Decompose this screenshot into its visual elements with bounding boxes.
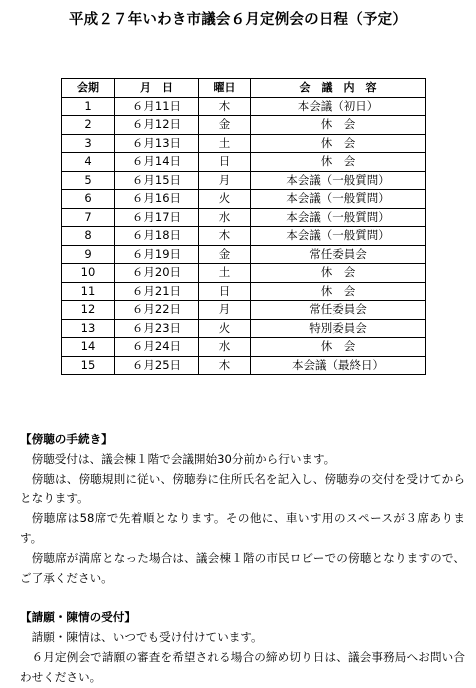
session-date: ６月13日 — [115, 134, 199, 153]
schedule-table — [61, 78, 426, 375]
session-date: ６月15日 — [115, 171, 199, 190]
table-row — [62, 356, 426, 375]
table-row — [62, 153, 426, 172]
session-weekday: 日 — [199, 282, 251, 301]
viewing-paragraph: 傍聴席が満席となった場合は、議会棟１階の市民ロビーでの傍聴となりますので、ご了承ください。 — [20, 550, 465, 585]
table-row — [62, 134, 426, 153]
session-date: ６月18日 — [115, 227, 199, 246]
session-number: 3 — [62, 134, 115, 153]
table-row — [62, 116, 426, 135]
session-date: ６月14日 — [115, 153, 199, 172]
session-content: 本会議（一般質問） — [251, 190, 426, 209]
table-row — [62, 208, 426, 227]
session-content: 常任委員会 — [251, 245, 426, 264]
session-content: 休 会 — [251, 134, 426, 153]
session-weekday: 木 — [199, 356, 251, 375]
session-date: ６月11日 — [115, 97, 199, 116]
session-number: 8 — [62, 227, 115, 246]
session-weekday: 木 — [199, 97, 251, 116]
session-number: 2 — [62, 116, 115, 135]
table-row — [62, 319, 426, 338]
session-number: 10 — [62, 264, 115, 283]
session-number: 13 — [62, 319, 115, 338]
session-content: 休 会 — [251, 264, 426, 283]
viewing-paragraph: 傍聴受付は、議会棟１階で会議開始30分前から行います。 — [31, 451, 336, 466]
session-content: 本会議（一般質問） — [251, 208, 426, 227]
petition-paragraph: 請願・陳情は、いつでも受け付けています。 — [31, 630, 263, 645]
session-weekday: 土 — [199, 134, 251, 153]
session-date: ６月20日 — [115, 264, 199, 283]
session-weekday: 水 — [199, 338, 251, 357]
session-number: 6 — [62, 190, 115, 209]
session-number: 9 — [62, 245, 115, 264]
session-date: ６月17日 — [115, 208, 199, 227]
table-row — [62, 338, 426, 357]
table-row — [62, 301, 426, 320]
session-number: 5 — [62, 171, 115, 190]
table-row — [62, 190, 426, 209]
session-weekday: 土 — [199, 264, 251, 283]
session-weekday: 木 — [199, 227, 251, 246]
session-weekday: 火 — [199, 190, 251, 209]
session-weekday: 月 — [199, 301, 251, 320]
session-number: 4 — [62, 153, 115, 172]
session-number: 15 — [62, 356, 115, 375]
session-content: 本会議（一般質問） — [251, 171, 426, 190]
session-weekday: 金 — [199, 116, 251, 135]
session-content: 休 会 — [251, 282, 426, 301]
session-date: ６月19日 — [115, 245, 199, 264]
session-weekday: 火 — [199, 319, 251, 338]
page-title: 平成２７年いわき市議会６月定例会の日程（予定） — [68, 12, 408, 28]
session-content: 休 会 — [251, 338, 426, 357]
table-row — [62, 97, 426, 116]
session-date: ６月12日 — [115, 116, 199, 135]
session-weekday: 日 — [199, 153, 251, 172]
heading-petitions: 【請願・陳情の受付】 — [20, 610, 136, 625]
table-row — [62, 282, 426, 301]
session-content: 本会議（最終日） — [251, 356, 426, 375]
session-date: ６月23日 — [115, 319, 199, 338]
session-weekday: 月 — [199, 171, 251, 190]
session-weekday: 金 — [199, 245, 251, 264]
session-number: 12 — [62, 301, 115, 320]
table-header-row — [62, 79, 426, 98]
session-content: 常任委員会 — [251, 301, 426, 320]
heading-viewing-procedure: 【傍聴の手続き】 — [20, 432, 113, 446]
table-row — [62, 245, 426, 264]
petition-paragraph: ６月定例会で請願の審査を希望される場合の締め切り日は、議会事務局へお問い合わせください。 — [20, 649, 465, 684]
header-content: 会 議 内 容 — [251, 79, 426, 98]
session-date: ６月16日 — [115, 190, 199, 209]
viewing-paragraph: 傍聴は、傍聴規則に従い、傍聴券に住所氏名を記入し、傍聴券の交付を受けてからとなります。 — [20, 471, 465, 506]
session-date: ６月24日 — [115, 338, 199, 357]
header-session: 会期 — [62, 79, 115, 98]
session-number: 14 — [62, 338, 115, 357]
session-date: ６月22日 — [115, 301, 199, 320]
notices — [20, 430, 465, 688]
viewing-paragraph: 傍聴席は58席で先着順となります。その他に、車いす用のスペースが３席あります。 — [20, 511, 465, 545]
session-weekday: 水 — [199, 208, 251, 227]
session-number: 1 — [62, 97, 115, 116]
session-content: 休 会 — [251, 153, 426, 172]
session-date: ６月25日 — [115, 356, 199, 375]
session-content: 本会議（初日） — [251, 97, 426, 116]
session-date: ６月21日 — [115, 282, 199, 301]
table-row — [62, 227, 426, 246]
session-content: 特別委員会 — [251, 319, 426, 338]
table-row — [62, 264, 426, 283]
header-date: 月 日 — [115, 79, 199, 98]
table-row — [62, 171, 426, 190]
header-weekday: 曜日 — [199, 79, 251, 98]
session-number: 11 — [62, 282, 115, 301]
session-content: 休 会 — [251, 116, 426, 135]
session-content: 本会議（一般質問） — [251, 227, 426, 246]
session-number: 7 — [62, 208, 115, 227]
